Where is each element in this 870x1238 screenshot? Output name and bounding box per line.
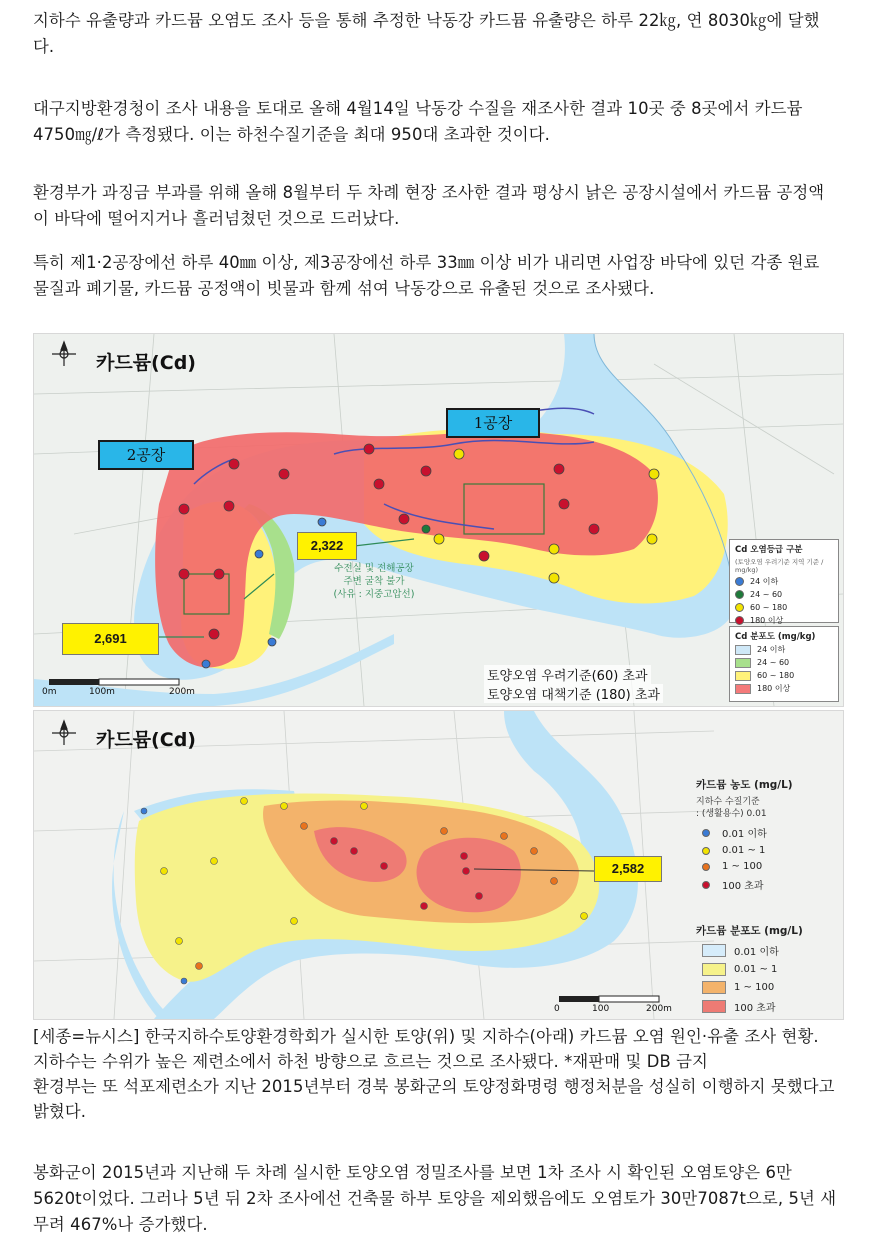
paragraph-4: 특히 제1·2공장에선 하루 40㎜ 이상, 제3공장에선 하루 33㎜ 이상 비가 내리면 사업장 바닥에 있던 각종 원료 물질과 폐기물, 카드뮴 공정액이 빗물과 함께 섞여 낙동강으로 유출된 것으로 조사됐다. bbox=[33, 253, 820, 298]
legend-label: 180 이상 bbox=[757, 684, 791, 693]
legend-dist-row bbox=[735, 657, 833, 668]
scale-label-100: 100m bbox=[89, 687, 115, 697]
legend-conc-row bbox=[702, 861, 836, 872]
legend-point-row bbox=[735, 576, 833, 587]
legend-label: 100 초과 bbox=[722, 881, 764, 892]
paragraph-5: 봉화군이 2015년과 지난해 두 차례 실시한 토양오염 정밀조사를 보면 1차 조사 시 확인된 오염토양은 6만5620t이었다. 그러나 5년 뒤 2차 조사에선 건축물 하부 토양을 제외했음에도 오염토가 30만7087t으로, 5년 새 무려 467%나 증가했다. bbox=[33, 1163, 837, 1234]
soil-note-action: 토양오염 대책기준 (180) 초과 bbox=[484, 684, 663, 703]
scale-label-0: 0 bbox=[554, 1004, 560, 1014]
legend-dist-title: 카드뮴 분포도 (mg/L) bbox=[696, 925, 803, 937]
groundwater-map-title: 카드뮴(Cd) bbox=[96, 729, 196, 751]
legend-label: 100 초과 bbox=[734, 1003, 776, 1014]
legend-label: 24 이하 bbox=[757, 645, 786, 654]
legend-dist-row bbox=[702, 963, 836, 976]
legend-dist-row bbox=[735, 644, 833, 655]
legend-swatch bbox=[702, 981, 726, 994]
legend-label: 0.01 ~ 1 bbox=[734, 964, 778, 975]
groundwater-value: 2,582 bbox=[594, 856, 662, 882]
groundwater-dist-legend bbox=[696, 923, 836, 1019]
legend-swatch bbox=[702, 963, 726, 976]
legend-label: 60 ~ 180 bbox=[757, 671, 795, 680]
legend-label: 60 ~ 180 bbox=[750, 603, 788, 612]
legend-label: 24 ~ 60 bbox=[757, 658, 790, 667]
excavation-annotation: 수전실 및 전해공장 주변 굴착 불가 (사유 : 지중고압선) bbox=[333, 563, 415, 600]
legend-point-row bbox=[735, 615, 833, 626]
legend-swatch bbox=[735, 645, 751, 655]
legend-point-row bbox=[735, 602, 833, 613]
legend-label: 1 ~ 100 bbox=[722, 861, 763, 872]
soil-note-concern: 토양오염 우려기준(60) 초과 bbox=[484, 665, 651, 684]
soil-distribution-legend bbox=[729, 626, 839, 702]
soil-value-b: 2,691 bbox=[62, 623, 159, 655]
legend-dot-icon bbox=[735, 590, 744, 599]
soil-map-title: 카드뮴(Cd) bbox=[96, 352, 196, 374]
groundwater-conc-legend bbox=[696, 777, 836, 897]
legend-label: 24 이하 bbox=[750, 577, 779, 586]
legend-dist-row bbox=[735, 683, 833, 694]
legend-dot-icon bbox=[702, 847, 710, 855]
legend-swatch bbox=[702, 1000, 726, 1013]
legend-dot-icon bbox=[735, 603, 744, 612]
legend-label: 24 ~ 60 bbox=[750, 590, 783, 599]
legend-dot-icon bbox=[702, 863, 710, 871]
legend-conc-title: 카드뮴 농도 (mg/L) bbox=[696, 779, 793, 791]
legend-points-title: Cd 오염등급 구분 bbox=[735, 545, 803, 555]
legend-swatch bbox=[735, 658, 751, 668]
legend-dot-icon bbox=[735, 616, 744, 625]
legend-dist-row bbox=[702, 943, 836, 958]
legend-dot-icon bbox=[702, 829, 710, 837]
factory-1-label: 1공장 bbox=[446, 408, 540, 438]
legend-dist-row bbox=[702, 981, 836, 994]
soil-value-a: 2,322 bbox=[297, 532, 357, 560]
scale-label-200: 200m bbox=[169, 687, 195, 697]
legend-point-row bbox=[735, 589, 833, 600]
soil-cadmium-map bbox=[33, 333, 844, 707]
paragraph-3: 환경부가 과징금 부과를 위해 올해 8월부터 두 차례 현장 조사한 결과 평상시 낡은 공장시설에서 카드뮴 공정액이 바닥에 떨어지거나 흘러넘쳤던 것으로 드러났다. bbox=[33, 183, 825, 228]
scale-label-200: 200m bbox=[646, 1004, 672, 1014]
legend-swatch bbox=[735, 684, 751, 694]
scale-label-100: 100 bbox=[592, 1004, 610, 1014]
legend-swatch bbox=[735, 671, 751, 681]
legend-dot-icon bbox=[702, 881, 710, 889]
legend-label: 180 이상 bbox=[750, 616, 784, 625]
image-caption: [세종=뉴시스] 한국지하수토양환경학회가 실시한 토양(위) 및 지하수(아래) 카드뮴 오염 원인·유출 조사 현황. 지하수는 수위가 높은 제련소에서 하천 방향으로 흐르는 것으로 조사됐다. *재판매 및 DB 금지 환경부는 또 석포제련소가 지난 2015년부터 경북 봉화군의 토양정화명령 행정처분을 성실히 이행하지 못했다고 밝혔다. bbox=[33, 1027, 835, 1121]
legend-dist-row bbox=[702, 999, 836, 1014]
legend-dot-icon bbox=[735, 577, 744, 586]
legend-points-sub: (토양오염 우려기준 지역 기준 / mg/kg) bbox=[735, 558, 824, 574]
legend-swatch bbox=[702, 944, 726, 957]
legend-label: 0.01 이하 bbox=[734, 947, 779, 958]
groundwater-cadmium-map bbox=[33, 710, 844, 1020]
legend-conc-row bbox=[702, 825, 836, 840]
legend-label: 0.01 ~ 1 bbox=[722, 845, 766, 856]
factory-2-label: 2공장 bbox=[98, 440, 194, 470]
legend-conc-row bbox=[702, 845, 836, 856]
legend-conc-sub: 지하수 수질기준 : (생활용수) 0.01 bbox=[696, 797, 767, 819]
legend-conc-row bbox=[702, 877, 836, 892]
legend-label: 0.01 이하 bbox=[722, 829, 767, 840]
paragraph-2: 대구지방환경청이 조사 내용을 토대로 올해 4월14일 낙동강 수질을 재조사한 결과 10곳 중 8곳에서 카드뮴 4750㎎/ℓ가 측정됐다. 이는 하천수질기준을 최대 950대 초과한 것이다. bbox=[33, 99, 803, 144]
soil-point-legend bbox=[729, 539, 839, 623]
legend-dist-row bbox=[735, 670, 833, 681]
paragraph-1: 지하수 유출량과 카드뮴 오염도 조사 등을 통해 추정한 낙동강 카드뮴 유출량은 하루 22㎏, 연 8030㎏에 달했다. bbox=[33, 11, 820, 56]
scale-label-0: 0m bbox=[42, 687, 57, 697]
legend-dist-title: Cd 분포도 (mg/kg) bbox=[735, 632, 816, 642]
legend-label: 1 ~ 100 bbox=[734, 982, 775, 993]
